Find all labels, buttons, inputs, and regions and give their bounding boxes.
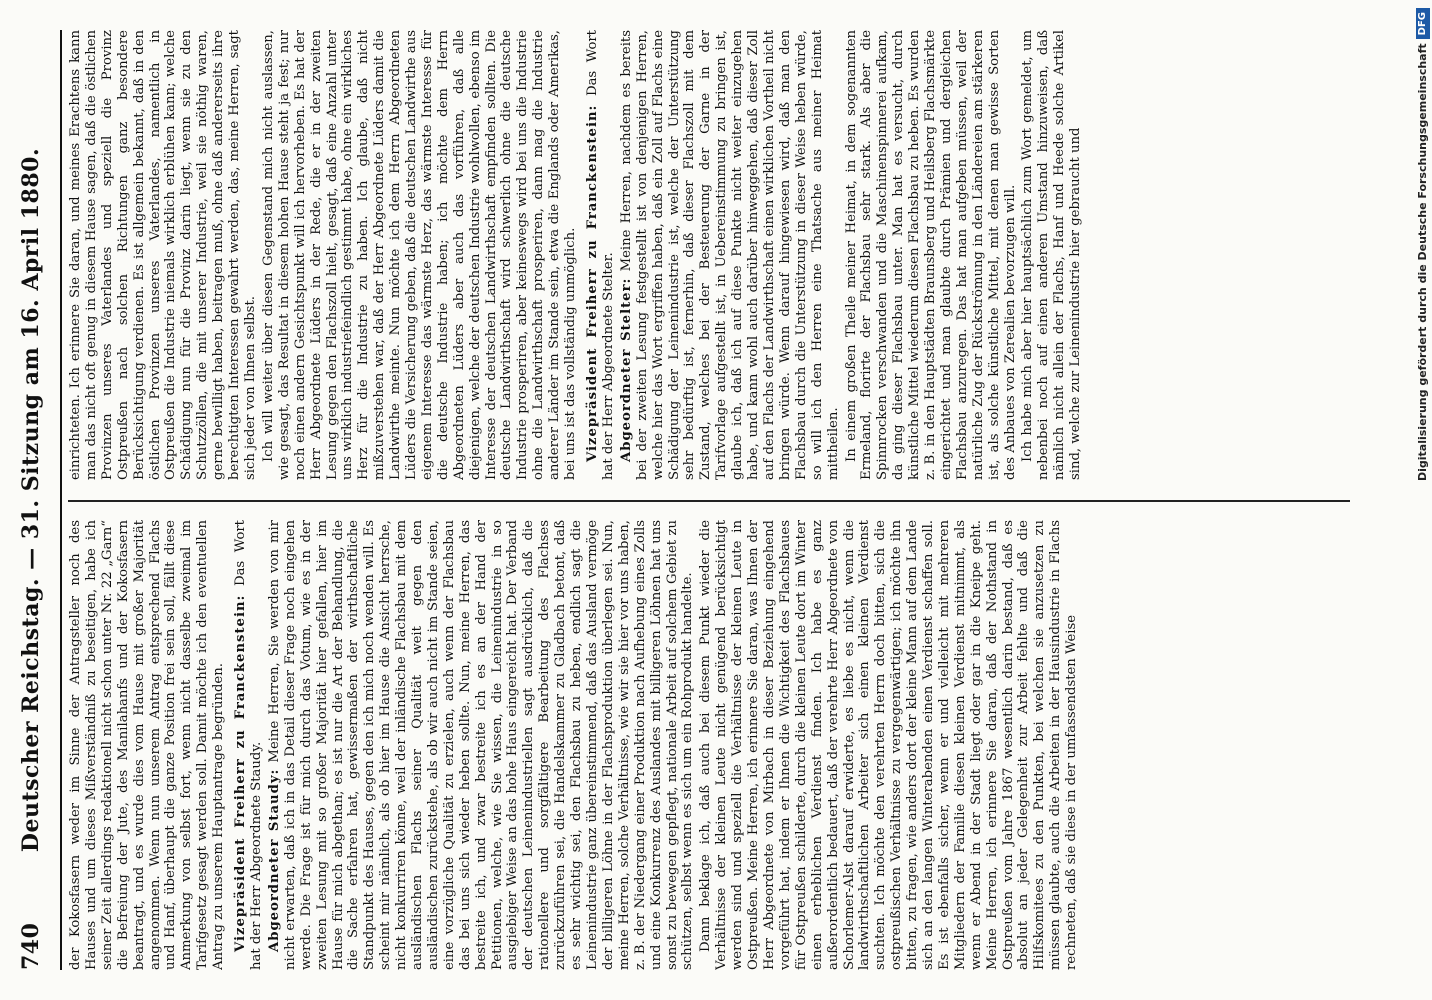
left-column <box>68 520 1358 970</box>
paragraph <box>261 30 579 480</box>
paragraph <box>844 30 1019 480</box>
paragraph-text: Meine Herren, nachdem es bereits bei der zweiten Lesung festgestellt ist von denjenigen Herren, welche hier das Wort ergriffen haben, daß ein Zoll auf Flachs eine Schädigung der Leinenindustrie ist, welche der Unterstützung sehr bedürftig ist, fernerhin, daß dieser Flachszoll mit dem Zustand, welches bei der Besteuerung der Garne in der Tarifvorlage aufgestellt ist, in Uebereinstimmung zu bringen ist, glaube ich, daß ich auf diese Punkte nicht weiter einzugehen habe, und kann wohl auch darüber hinweggehen, daß dieser Zoll auf den Flachs der Landwirthschaft einen wirklichen Vortheil nicht bringen würde. Wenn darauf hingewiesen wird, daß man den Flachsbau durch die Unterstützung in dieser Weise heben würde, so will ich den Herren eine Thatsache aus meiner Heimat mittheilen. <box>618 30 841 480</box>
paragraph-text: Meine Herren, Sie werden von mir nicht erwarten, daß ich in das Detail dieser Frage noch eingehen werde. Die Frage ist für mich durch das Votum, wie es in der zweiten Lesung mit so großer Majorität hier gefallen, hier im Hause für mich abgethan; es ist nur die Art der Behandlung, die die Sache erfahren hat, gewissermaßen der wirthschaftliche Standpunkt des Hauses, gegen den ich mich noch wenden will. Es scheint mir nämlich, als ob hier im Hause die Ansicht herrsche, nicht konkurriren könne, weil der inländische Flachsbau mit dem ausländischen Flachs seiner Qualität weit gegen den ausländischen zurückstehe, als ob wir auch nicht im Stande seien, eine vorzügliche Qualität zu erzielen, auch wenn der Flachsbau das bei uns sich wieder heben sollte. Nun, meine Herren, das bestreite ich, und zwar bestreite ich es an der Hand der Petitionen, welche, wie Sie wissen, die Leinenindustrie in so ausgiebiger Weise an das hohe Haus eingereicht hat. Der Verband der deutschen Leinenindustriellen sagt ausdrücklich, daß die rationellere und sorgfältigere Bearbeitung des Flachses zurückzuführen sei, die Handelskammer zu Gladbach betont, daß es sehr wichtig sei, den Flachsbau zu heben, endlich sagt die Leinenindustrie ganz übereinstimmend, daß das Ausland vermöge der billigeren Löhne in der Flachsproduktion überlegen sei. Nun, meine Herren, solche Verhältnisse, wie wir sie hier vor uns haben, z. B. der Niedergang einer Produktion nach Aufhebung eines Zolls und eine Konkurrenz des Auslandes mit billigeren Löhnen hat uns sonst zu bewegen gepflegt, nationale Arbeit auf solchem Gebiet zu schützen, selbst wenn es sich um ein Rohprodukt handelte. <box>266 520 696 970</box>
paragraph-text: In einem großen Theile meiner Heimat, in dem sogenannten Ermeland, florirte der Flachsbau sehr stark. Als aber die Spinnrocken verschwanden und die Maschinenspinnerei aufkam, da ging dieser Flachsbau unter. Man hat es versucht, durch künstliche Mittel wiederum diesen Flachsbau zu heben. Es wurden z. B. in den Hauptstädten Braunsberg und Heilsberg Flachsmärkte eingerichtet und man glaubte durch Prämien und dergleichen Flachsbau anzuregen. Das hat man aufgeben müssen, weil der natürliche Zug der Rückströmung in den Ländereien am stärkeren ist, als solche künstliche Mittel, mit denen man gewisse Sorten des Anbaues von Zerealien bevorzugen will. <box>843 30 1018 480</box>
dfg-badge: DFG <box>1416 8 1430 39</box>
paragraph <box>698 520 1080 970</box>
speaker-paragraph <box>619 30 842 480</box>
presiding-remark <box>585 30 617 480</box>
credit-text: Digitalisierung gefördert durch die Deutsche Forschungsgemeinschaft <box>1416 43 1429 482</box>
column-divider <box>68 500 1350 502</box>
right-column <box>68 30 1358 480</box>
speaker-paragraph <box>267 520 696 970</box>
speaker-name: Vizepräsident Freiherr zu Franckenstein: <box>585 104 600 462</box>
running-title: Deutscher Reichstag. — 31. Sitzung am 16. April 1880. <box>18 147 44 853</box>
speaker-name: Abgeordneter Stelter: <box>618 277 634 462</box>
speaker-name: Vizepräsident Freiherr zu Franckenstein: <box>233 594 249 952</box>
sidebar-credit <box>1414 8 1432 1000</box>
paragraph-text: Das Wort hat der Herr Abgeordnete Staudy. <box>233 520 264 970</box>
paragraph <box>68 520 227 970</box>
page-header <box>18 30 54 970</box>
paragraph-text: einrichteten. Ich erinnere Sie daran, und meines Erachtens kann man das nicht oft genug in diesem Hause sagen, daß die östlichen Provinzen unseres Vaterlandes und speziell die Provinz Ostpreußen nach solchen Richtungen ganz besondere Berücksichtigung verdienen. Es ist allgemein bekannt, daß in den östlichen Provinzen unseres Vaterlandes, namentlich in Ostpreußen die Industrie niemals wirklich erblühen kann; welche Schädigung nun für die Provinz darin liegt, wenn sie zu den Schutzzöllen, die mit unserer Industrie, weil sie nöthig waren, gerne bewilligt haben, beitragen muß, ohne daß andererseits ihre berechtigten Interessen gewahrt werden, das, meine Herren, sagt sich jeder von Ihnen selbst. <box>68 30 258 480</box>
paragraph-text: Ich habe mich aber hier hauptsächlich zum Wort gemeldet, um nebenbei noch auf einen anderen Umstand hinzuweisen, daß nämlich nicht allein der Flachs, Hanf und Heede solche Artikel sind, welche zur Leinenindustrie hier gebraucht und <box>1020 30 1084 480</box>
paragraph-text: der Kokosfasern weder im Sinne der Antragsteller noch des Hauses und um dieses Mißverständniß zu beseitigen, habe ich seiner Zeit allerdings redaktionell nicht schon unter Nr. 22 „Garn“ die Befreiung der Jute, des Manilahanfs und der Kokosfasern beantragt, und es wurde dies vom Hause mit großer Majorität angenommen. Wenn nun unserem Antrag entsprechend Flachs und Hanf, überhaupt die ganze Position frei sein soll, fällt diese Anmerkung von selbst fort, wenn nicht dasselbe zweimal im Tarifgesetz gesagt werden soll. Damit möchte ich den eventuellen Antrag zu unserem Hauptantrage begründen. <box>68 520 227 970</box>
paragraph-text: Dann beklage ich, daß auch bei diesem Punkt wieder die Verhältnisse der kleinen Leute nicht genügend berücksichtigt werden sind und speziell die Verhältnisse der kleinen Leute in Ostpreußen. Meine Herren, ich erinnere Sie daran, was Ihnen der Herr Abgeordnete von Mirbach in dieser Beziehung eingehend vorgeführt hat, indem er Ihnen die Wichtigkeit des Flachsbaues für Ostpreußen schilderte, durch die kleinen Leute dort im Winter einen erheblichen Verdienst finden. Ich habe es ganz außerordentlich bedauert, daß der verehrte Herr Abgeordnete von Schorlemer-Alst darauf erwiderte, es liebe es nicht, wenn die landwirthschaftlichen Arbeiter sich einen kleinen Verdienst suchten. Ich möchte den verehrten Herrn doch bitten, sich die ostpreußischen Verhältnisse zu vergegenwärtigen; ich möchte ihn bitten, zu fragen, wie anders dort der kleine Mann auf dem Lande sich an den langen Winterabenden einen Verdienst schaffen soll. Es ist ebenfalls sicher, wenn er und vielleicht mit mehreren Mitgliedern der Familie diesen kleinen Verdienst mitnimmt, als wenn er Abend in der Stadt liegt oder gar in die Kneipe geht. Meine Herren, ich erinnere Sie daran, daß der Nothstand in Ostpreußen vom Jahre 1867 wesentlich darin bestand, daß es absolut an jeder Gelegenheit zur Arbeit fehlte und daß die Hilfskomitees zu den Punkten, bei welchen sie anzusetzen zu müssen glaubte, auch die Arbeiten in der Hausindustrie in Flachs rechneten, daß sie diese in der umfassendsten Weise <box>698 520 1080 970</box>
page-number: 740 <box>18 922 44 970</box>
paragraph-text: Ich will weiter über diesen Gegenstand mich nicht auslassen, wie gesagt, das Resultat in diesem hohen Hause steht ja fest; nur noch einen andern Gesichtspunkt will ich hervorheben. Es hat der Herr Abgeordnete Lüders in der Rede, die er in der zweiten Lesung gegen den Flachszoll hielt, gesagt, daß eine Anzahl unter uns wirklich industriefeindlich gestimmt habe, ohne ein wirkliches Herz für die Industrie zu haben. Ich glaube, daß nicht mißzuverstehen war, daß der Herr Abgeordnete Lüders damit die Landwirthe meinte. Nun möchte ich dem Herrn Abgeordneten Lüders die Versicherung geben, daß die deutschen Landwirthe aus eigenem Interesse das wärmste Herz, das wärmste Interesse für die deutsche Industrie haben; ich möchte dem Herrn Abgeordneten Lüders aber auch das vorführen, daß alle diejenigen, welche der deutschen Industrie wohlwollen, ebenso im Interesse der deutschen Landwirthschaft empfinden sollten. Die deutsche Landwirthschaft wird schwerlich ohne die deutsche Industrie prosperiren, aber keineswegs wird bei uns die Industrie ohne die Landwirthschaft prosperiren, dann mag die Industrie anderer Länder im Stande sein, etwa die Englands oder Amerikas, bei uns ist das vollständig unmöglich. <box>260 30 579 480</box>
paragraph <box>68 30 259 480</box>
paragraph-text: Das Wort hat der Herr Abgeordnete Stelter. <box>585 30 616 480</box>
speaker-name: Abgeordneter Staudy: <box>266 768 282 952</box>
header-rule <box>60 30 62 970</box>
paragraph <box>1020 30 1084 480</box>
presiding-remark <box>233 520 265 970</box>
